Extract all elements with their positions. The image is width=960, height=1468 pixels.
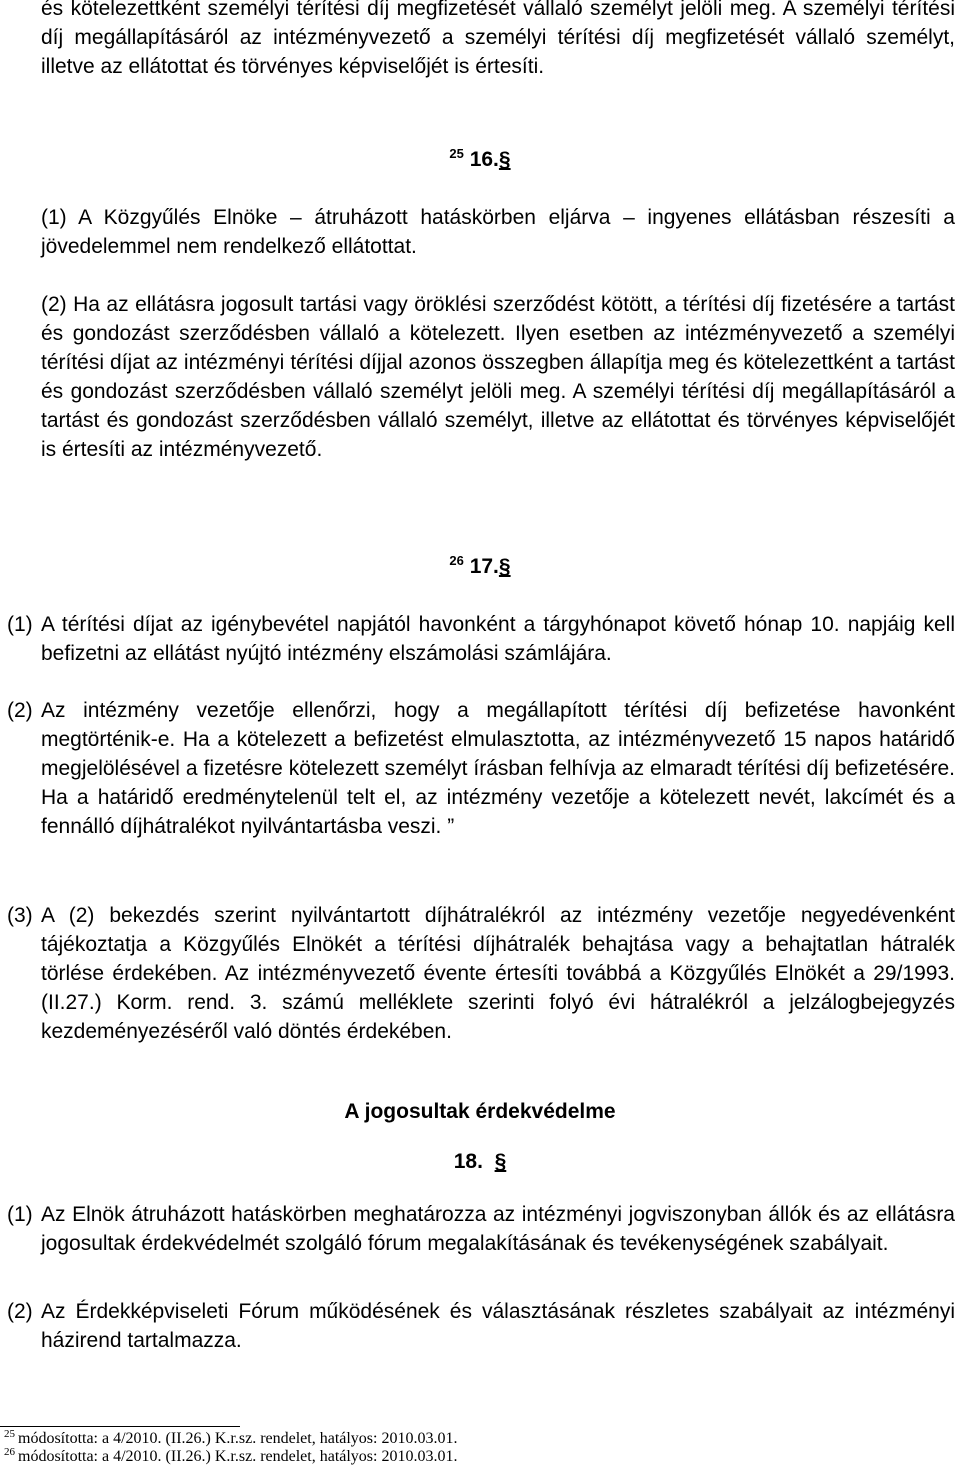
section-17-heading bbox=[0, 552, 960, 581]
footnote-ref-26[interactable]: 26 bbox=[449, 553, 464, 568]
section-number: 18. bbox=[453, 1150, 483, 1173]
paragraph-text: Az Elnök átruházott hatáskörben meghatározza az intézményi jogviszonyban állók és az ellátásra jogosultak érdekvédelmét szolgáló fórum megalakításának és tevékenységének szabályait. bbox=[41, 1203, 955, 1255]
section-18-paragraph-2 bbox=[7, 1297, 955, 1355]
section-number: 16. bbox=[469, 148, 499, 171]
section-16-paragraph-2: (2) Ha az ellátásra jogosult tartási vagy öröklési szerződést kötött, a térítési díj fizetésére a tartást és gondozást szerződésben vállaló a kötelezett. Ilyen esetben az intézményvezető a személyi térítési díjat az intézményi térítési díjjal azonos összegben állapítja meg és kötelezettként a tartást és gondozást szerződésben vállaló személyt jelöli meg. A személyi térítési díj megállapításáról a tartást és gondozást szerződésben vállaló személyt, illetve az ellátottat és törvényes képviselőjét is értesíti az intézményvezető. bbox=[41, 293, 955, 461]
section-16-paragraph-1: (1) A Közgyűlés Elnöke – átruházott hatáskörben eljárva – ingyenes ellátásban részesíti a jövedelemmel nem rendelkező ellátottat. bbox=[41, 206, 955, 258]
footnote-number: 25 bbox=[4, 1428, 15, 1440]
paragraph-number: (1) bbox=[7, 1203, 33, 1226]
footnote-separator bbox=[0, 1426, 240, 1427]
footnote-text: módosította: a 4/2010. (II.26.) K.r.sz. rendelet, hatályos: 2010.03.01. bbox=[18, 1448, 458, 1465]
paragraph-text: Az intézmény vezetője ellenőrzi, hogy a megállapított térítési díj befizetése havonként megtörténik-e. Ha a kötelezett a befizetést elmulasztotta, az intézményvezető 15 napos határidő megjelölésével a fizetésre kötelezett személyt írásban felhívja az elmaradt térítési díj befizetésére. Ha a határidő eredménytelenül telt el, az intézmény vezetője a kötelezett nevét, lakcímét és a fennálló díjhátralékot nyilvántartásba veszi. ” bbox=[41, 699, 955, 838]
footnote-text: módosította: a 4/2010. (II.26.) K.r.sz. rendelet, hatályos: 2010.03.01. bbox=[18, 1430, 458, 1447]
footnote-ref-25[interactable]: 25 bbox=[449, 146, 464, 161]
top-paragraph: és kötelezettként személyi térítési díj megfizetését vállaló személyt jelöli meg. A személyi térítési díj megállapításáról az intézményvezető a személyi térítési díj megfizetését vállaló személyt, illetve az ellátottat és törvényes képviselőjét is értesíti. bbox=[41, 0, 955, 78]
section-17-paragraph-1 bbox=[7, 610, 955, 668]
section-18-heading bbox=[0, 1147, 960, 1176]
paragraph-number: (2) bbox=[7, 699, 33, 722]
paragraph-text: Az Érdekképviseleti Fórum működésének és választásának részletes szabályait az intézményi házirend tartalmazza. bbox=[41, 1300, 955, 1352]
paragraph-number: (2) bbox=[7, 1300, 33, 1323]
paragraph-number: (1) bbox=[7, 613, 33, 636]
footnote-26 bbox=[4, 1448, 457, 1466]
paragraph-text: A térítési díjat az igénybevétel napjától havonként a tárgyhónapot követő hónap 10. napjáig kell befizetni az ellátást nyújtó intézmény elszámolási számlájára. bbox=[41, 613, 955, 665]
section-sign: § bbox=[498, 555, 511, 578]
section-17-paragraph-2 bbox=[7, 696, 955, 841]
paragraph-number: (3) bbox=[7, 904, 33, 927]
footnote-25 bbox=[4, 1430, 457, 1448]
section-sign: § bbox=[494, 1150, 507, 1173]
paragraph-text: A (2) bekezdés szerint nyilvántartott díjhátralékról az intézmény vezetője negyedévenként tájékoztatja a Közgyűlés Elnökét a térítési díjhátralék behajtása vagy a behajtatlan hátralék törlése érdekében. Az intézményvezető évente értesíti továbbá a Közgyűlés Elnökét a 29/1993. (II.27.) Korm. rend. 3. számú melléklete szerinti folyó évi hátralékról a jelzálogbejegyzés kezdeményezéséről való döntés érdekében. bbox=[41, 904, 955, 1043]
section-18-paragraph-1 bbox=[7, 1200, 955, 1258]
section-number: 17. bbox=[469, 555, 499, 578]
section-17-paragraph-3 bbox=[7, 901, 955, 1046]
footnote-number: 26 bbox=[4, 1446, 15, 1458]
section-16-heading bbox=[0, 145, 960, 174]
rights-heading: A jogosultak érdekvédelme bbox=[344, 1100, 616, 1123]
section-sign: § bbox=[498, 148, 511, 171]
